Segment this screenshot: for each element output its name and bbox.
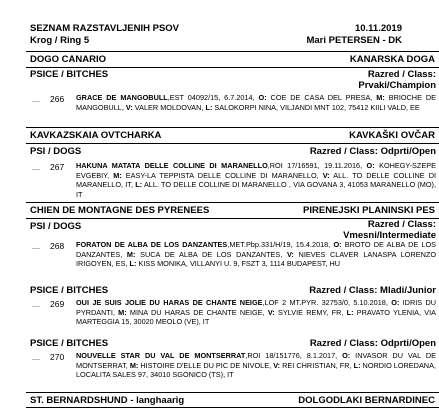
breeder-label: V:	[267, 307, 275, 317]
breed-name-local: PIRENEJSKI PLANINSKI PES	[303, 205, 435, 216]
owner-details: ALL. TO DELLE COLLINE DI MARANELLO , VIA GOVANA 3, 41053 MARANELLO (MO), IT	[76, 180, 436, 199]
entry-dots: ....	[32, 163, 41, 172]
dam-name: EASY-LA TEPPISTA DELLE COLLINE DI MARANELLO,	[121, 170, 323, 180]
owner-details: PRAVATO YLENIA, VIA MARTEGGIA 15, 30020 MEOLO (VE), IT	[76, 307, 436, 326]
breed-name: KAVKAZSKAIA OVTCHARKA	[30, 130, 162, 141]
breed-name: DOGO CANARIO	[30, 54, 106, 65]
owner-label: L:	[135, 180, 143, 189]
breed-name: CHIEN DE MONTAGNE DES PYRENEES	[30, 205, 210, 216]
catalog-number: 267	[50, 162, 65, 172]
ring-label: Krog / Ring 5	[30, 35, 90, 46]
breeder-name: SYLVIE REMY, FR,	[274, 307, 347, 317]
dam-name: HISTOIRE D'ELLE DU PIC DE NIVOLE,	[138, 360, 274, 370]
dam-label: M:	[129, 360, 139, 370]
breed-name-local: KAVKAŠKI OVČAR	[349, 130, 435, 141]
entry-text	[76, 161, 436, 199]
dog-name: HAKUNA MATATA DELLE COLLINE DI MARANELLO	[76, 161, 268, 170]
class-heading	[309, 285, 436, 296]
breeder-label: V:	[322, 170, 330, 180]
catalog-number: 266	[50, 94, 65, 104]
dam-name: SUCA DE ALBA DE LOS DANZANTES,	[135, 249, 287, 259]
judge-name: Mari PETERSEN - DK	[306, 35, 402, 46]
dam-label: M:	[113, 170, 122, 180]
owner-label: L:	[129, 259, 137, 268]
sire-name: IDRIS DU PYRDANTI,	[76, 298, 437, 317]
sex-heading: PSICE / BITCHES	[30, 285, 109, 296]
breed-header	[26, 392, 439, 408]
breed-name-local: KANARSKA DOGA	[349, 54, 435, 65]
dog-name: OUI JE SUIS JOLIE DU HARAS DE CHANTE NEIGE	[76, 298, 263, 307]
entry-text	[76, 298, 436, 327]
sex-heading: PSICE / BITCHES	[30, 69, 109, 80]
class-heading	[310, 146, 436, 157]
registration-details: ,EST 04092/15, 6.7.2014,	[167, 93, 259, 102]
owner-details: KISS MONIKA, VILLANYI U. 9, FSZT 3, 1114 BUDAPEST, HU	[136, 259, 340, 268]
registration-details: ,ROI 17/16591, 19.11.2016,	[267, 161, 367, 170]
catalog-title: SEZNAM RAZSTAVLJENIH PSOV	[30, 23, 180, 34]
entry-text	[76, 93, 436, 112]
class-heading	[310, 338, 436, 349]
class-label: Razred / Class:	[367, 219, 436, 230]
breed-name-local: DOLGODLAKI BERNARDINEC	[298, 395, 435, 406]
breeder-name: NIEVES CLAVER LANASPA LORENZO IRIGOYEN, ES,	[76, 249, 436, 268]
class-heading	[358, 69, 436, 91]
sire-name: COE DE CASA DEL PRESA,	[266, 93, 377, 102]
sire-label: O:	[333, 240, 342, 249]
class-heading	[343, 219, 436, 241]
owner-label: L:	[353, 360, 361, 370]
sire-name: INVASOR DU VAL DE MONTSERRAT,	[76, 351, 436, 370]
dog-name: FORATON DE ALBA DE LOS DANZANTES	[76, 240, 228, 249]
breed-header	[26, 51, 439, 68]
sire-name: BROTO DE ALBA DE LOS DANZANTES,	[76, 240, 436, 259]
sex-heading: PSI / DOGS	[30, 221, 82, 232]
registration-details: ,MET.Pbp.331/H/19, 15.4.2018,	[227, 240, 334, 249]
sire-name: KOHEGY-SZEPE EVGEBIY,	[76, 161, 436, 180]
dam-name: BRIOCHE DE MANGOBULL,	[76, 93, 437, 112]
breeder-label: V:	[273, 360, 281, 370]
breeder-name: VALER MOLDOVAN,	[132, 102, 206, 112]
sex-heading: PSI / DOGS	[30, 146, 82, 157]
entry-text	[76, 351, 436, 380]
dam-label: M:	[376, 93, 385, 102]
catalog-number: 270	[50, 352, 65, 362]
class-label: Razred / Class:	[309, 338, 378, 349]
owner-details: SALOKORPI NINA, VILJANDI MNT 102, 75412 KIILI VALD, EE	[212, 102, 420, 112]
registration-details: ,ROI 18/151776, 8.1.2017,	[245, 351, 343, 360]
class-label: Razred / Class:	[309, 146, 378, 157]
dam-label: M:	[118, 307, 127, 317]
owner-label: L:	[346, 307, 354, 317]
registration-details: ,LOF 2 MT.PYR. 32753/0, 5.10.2018,	[262, 298, 392, 307]
breed-header	[26, 202, 439, 219]
sire-label: O:	[366, 161, 375, 170]
sex-heading: PSICE / BITCHES	[30, 338, 109, 349]
breeder-label: V:	[125, 102, 133, 112]
entry-dots: ....	[32, 300, 41, 309]
sire-label: O:	[391, 298, 400, 307]
entry-text	[76, 240, 436, 269]
dog-name: GRACE DE MANGOBULL	[76, 93, 168, 102]
class-value: Odprti/Open	[380, 146, 436, 157]
breeder-name: ALL. TO DELLE COLLINE DI MARANELLO, IT,	[76, 170, 436, 189]
class-value: Prvaki/Champion	[358, 80, 436, 91]
entry-dots: ....	[32, 95, 41, 104]
catalog-number: 269	[50, 299, 65, 309]
entry-dots: ....	[32, 242, 41, 251]
catalog-date: 10.11.2019	[354, 23, 402, 34]
class-label: Razred / Class:	[367, 69, 436, 80]
class-value: Mladi/Junior	[380, 285, 436, 296]
owner-details: NORDIO LOREDANA, LOCALITA SALES 97, 34010 SGONICO (TS), IT	[76, 360, 436, 379]
breeder-name: REI CHRISTIAN, FR,	[280, 360, 354, 370]
class-value: Odprti/Open	[380, 338, 436, 349]
class-label: Razred / Class:	[309, 285, 378, 296]
entry-dots: ....	[32, 353, 41, 362]
dam-label: M:	[126, 249, 136, 259]
class-value: Vmesni/Intermediate	[343, 230, 436, 241]
breed-header	[26, 127, 439, 144]
dog-name: NOUVELLE STAR DU VAL DE MONTSERRAT	[76, 351, 246, 360]
breed-name: ST. BERNARDSHUND - langhaarig	[30, 395, 185, 406]
breeder-label: V:	[286, 249, 294, 259]
catalog-number: 268	[50, 241, 65, 251]
dam-name: MINA DU HARAS DE CHANTE NEIGE,	[126, 307, 268, 317]
sire-label: O:	[258, 93, 267, 102]
sire-label: O:	[342, 351, 351, 360]
owner-label: L:	[205, 102, 213, 112]
